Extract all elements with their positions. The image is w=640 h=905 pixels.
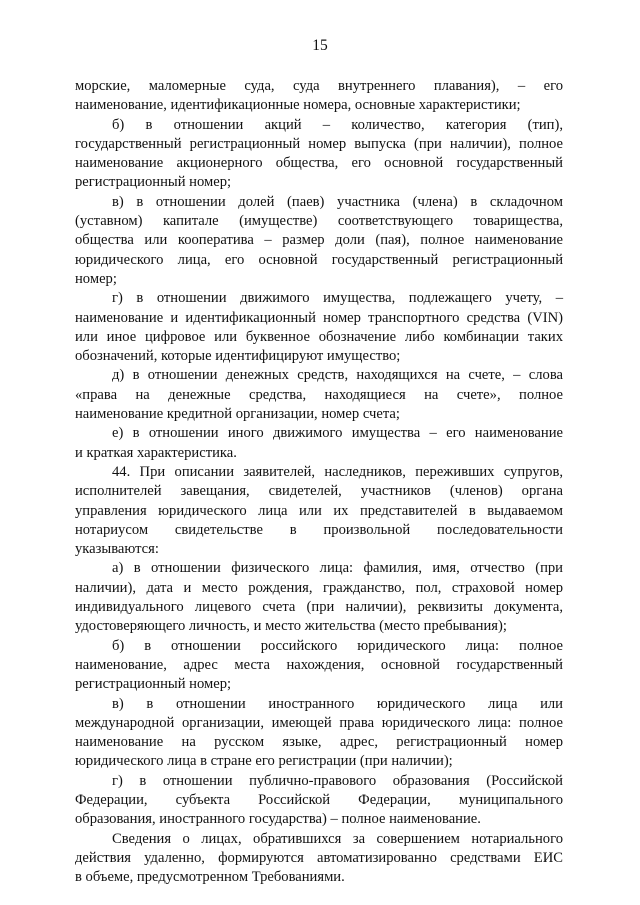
text-line: образования, иностранного государства) – полное наименование.	[75, 811, 481, 828]
text-line: государственный регистрационный номер выпуска (при наличии), полное	[75, 135, 563, 152]
text-line: Федерации, субъекта Российской Федерации, муниципального	[75, 791, 563, 808]
text-line: регистрационный номер;	[75, 676, 232, 693]
text-line: д) в отношении денежных средств, находящихся на счете, – слова	[112, 367, 563, 384]
page-number: 15	[312, 37, 328, 54]
text-line: в объеме, предусмотренном Требованиями.	[75, 869, 345, 886]
document-body	[75, 77, 563, 887]
text-line: обозначений, которые идентифицируют имущество;	[75, 348, 401, 365]
text-line: наименование акционерного общества, его основной государственный	[75, 155, 563, 172]
text-line: удостоверяющего личность, и место жительства (место пребывания);	[75, 618, 507, 635]
text-line: в) в отношении долей (паев) участника (члена) в складочном	[112, 193, 563, 210]
text-line: нотариусом свидетельстве в произвольной последовательности	[75, 521, 563, 538]
text-line: общества или кооператива – размер доли (пая), полное наименование	[75, 232, 563, 249]
text-line: наименование на русском языке, адрес, регистрационный номер	[75, 734, 563, 751]
text-line: наименование кредитной организации, номер счета;	[75, 406, 400, 423]
text-line: управления юридического лица или их представителей в выдаваемом	[75, 502, 563, 519]
text-line: Сведения о лицах, обратившихся за совершением нотариального	[112, 830, 563, 847]
text-line: морские, маломерные суда, суда внутреннего плавания), – его	[75, 78, 563, 94]
text-line: наименование, адрес места нахождения, основной государственный	[75, 656, 563, 673]
text-line: б) в отношении акций – количество, категория (тип),	[112, 116, 563, 133]
text-line: действия удаленно, формируются автоматизированно средствами ЕИС	[75, 849, 563, 866]
text-line: 44. При описании заявителей, наследников, переживших супругов,	[112, 463, 563, 480]
text-line: (уставном) капитале (имуществе) соответствующего товарищества,	[75, 213, 563, 230]
text-line: указываются:	[75, 541, 159, 558]
text-line: г) в отношении публично-правового образования (Российской	[112, 772, 563, 789]
text-line: номер;	[75, 270, 117, 287]
text-line: юридического лица в стране его регистрации (при наличии);	[75, 753, 453, 770]
text-line: и краткая характеристика.	[75, 444, 237, 461]
text-line: г) в отношении движимого имущества, подлежащего учету, –	[112, 290, 563, 307]
text-line: б) в отношении российского юридического лица: полное	[112, 637, 563, 654]
text-line: индивидуального лицевого счета (при наличии), реквизиты документа,	[75, 599, 563, 616]
text-line: а) в отношении физического лица: фамилия, имя, отчество (при	[112, 560, 563, 577]
text-line: наличии), дата и место рождения, гражданство, пол, страховой номер	[75, 579, 563, 596]
text-line: наименование и идентификационный номер транспортного средства (VIN)	[75, 309, 563, 326]
text-line: регистрационный номер;	[75, 174, 232, 191]
text-line: в) в отношении иностранного юридического лица или	[112, 695, 563, 712]
text-line: е) в отношении иного движимого имущества – его наименование	[112, 425, 563, 442]
text-line: наименование, идентификационные номера, основные характеристики;	[75, 97, 521, 114]
text-line: «права на денежные средства, находящиеся на счете», полное	[75, 386, 563, 403]
text-line: или иное цифровое или буквенное обозначение либо комбинации таких	[75, 328, 563, 345]
text-line: юридического лица, его основной государственный регистрационный	[75, 251, 563, 268]
text-line: исполнителей завещания, свидетелей, участников (членов) органа	[75, 483, 563, 500]
text-line: международной организации, имеющей права юридического лица: полное	[75, 714, 563, 731]
